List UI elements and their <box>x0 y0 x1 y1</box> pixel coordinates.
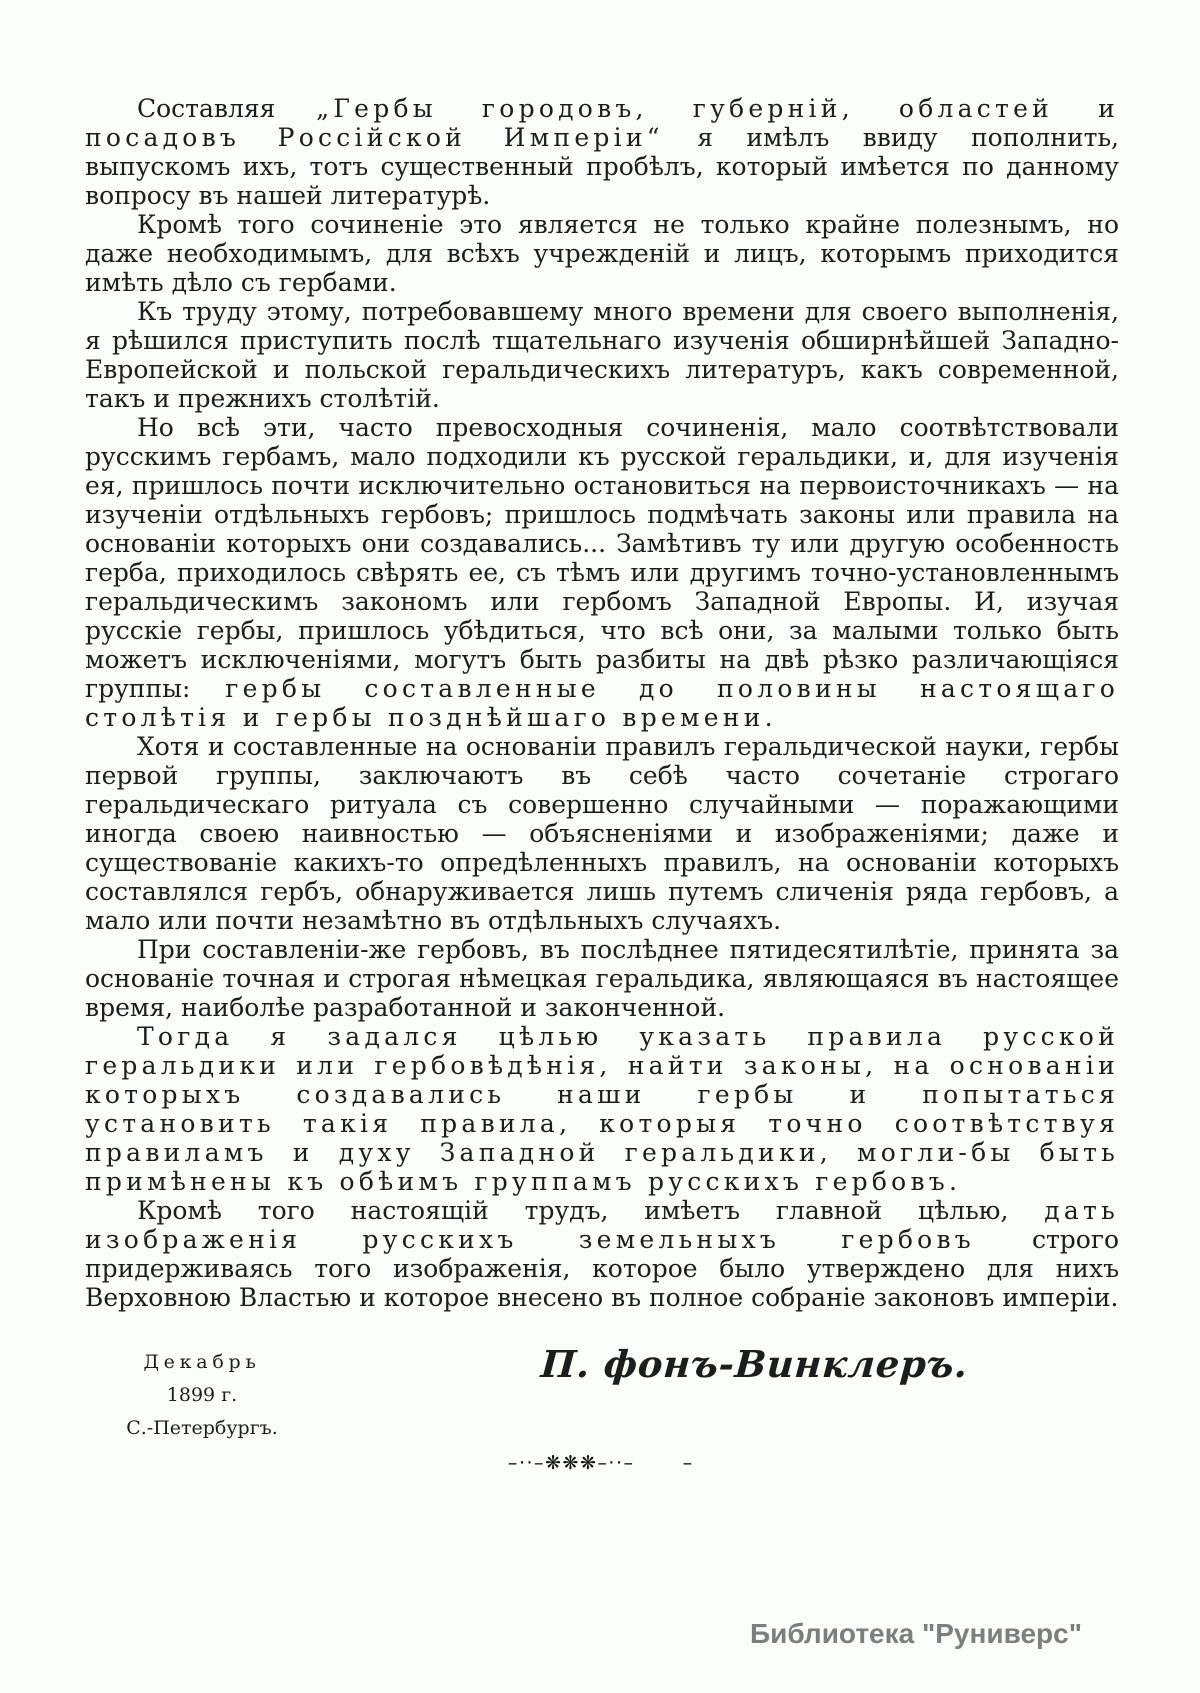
emphasized-run: гербы составленные до половины настоящаго столѣтія и гербы позднѣйшаго времени. <box>85 674 1120 732</box>
ornament-stars-icon: –··–❋❋❋–··– <box>507 1452 635 1474</box>
book-title-run: „Гербы городовъ, губерній, областей и посадовъ Россійской Имперіи“ <box>85 94 1119 152</box>
text-run: Къ труду этому, потребовавшему много времени для своего выполненія, я рѣшился приступить послѣ тщательнаго изученія обширнѣйшей Западно-Европейской и польской геральдическихъ литературъ, какъ современной, такъ и прежнихъ столѣтій. <box>85 297 1119 413</box>
paragraph-3 <box>85 297 1119 413</box>
paragraph-4 <box>85 413 1119 732</box>
colophon <box>0 1342 1200 1462</box>
library-watermark: Библиотека "Руниверс" <box>749 1618 1082 1649</box>
author-signature: П. фонъ-Винклеръ. <box>539 1342 970 1386</box>
text-run: Составляя <box>137 94 317 123</box>
date-place-block <box>112 1346 292 1445</box>
paragraph-1 <box>85 94 1119 210</box>
text-run: Кромѣ того сочиненіе это является не только крайне полезнымъ, но даже необходимымъ, для всѣхъ учрежденій и лицъ, которымъ приходится имѣть дѣло съ гербами. <box>85 210 1119 297</box>
ornament-dash-icon: – <box>682 1452 693 1474</box>
date-year: 1899 г. <box>166 1384 238 1406</box>
preface-text <box>85 94 1119 1312</box>
text-run: При составленіи-же гербовъ, въ послѣднее пятидесятилѣтіе, принята за основаніе точная и строгая нѣмецкая геральдика, являющаяся въ настоящее время, наиболѣе разработанной и законченной. <box>85 935 1119 1022</box>
paragraph-7 <box>85 1022 1119 1196</box>
emphasized-run: дать изображенія русскихъ земельныхъ гербовъ <box>85 1196 1119 1254</box>
paragraph-5 <box>85 732 1119 935</box>
paragraph-6 <box>85 935 1119 1022</box>
date-month: Декабрь <box>143 1351 261 1373</box>
text-run: Хотя и составленные на основаніи правилъ геральдической науки, гербы первой группы, заключаютъ въ себѣ часто сочетаніе строгаго геральдическаго ритуала съ совершенно случайными — поражающими иногда своею наивностью — объясненіями и изображеніями; даже и существованіе какихъ-то опредѣленныхъ правилъ, на основаніи которыхъ составлялся гербъ, обнаруживается лишь путемъ сличенія ряда гербовъ, а мало или почти незамѣтно въ отдѣльныхъ случаяхъ. <box>85 732 1119 935</box>
text-run: строго придерживаясь того изображенія, которое было утверждено для нихъ Верховною Властью и которое внесено въ полное собраніе законовъ имперіи. <box>85 1225 1119 1312</box>
paragraph-2 <box>85 210 1119 297</box>
paragraph-8 <box>85 1196 1119 1312</box>
text-run: я имѣлъ ввиду пополнить, выпускомъ ихъ, тотъ существенный пробѣлъ, который имѣется по данному вопросу въ нашей литературѣ. <box>85 123 1120 210</box>
emphasized-run: Тогда я задался цѣлью указать правила русской геральдики или гербовѣдѣнія, найти законы, на основаніи которыхъ создавались наши гербы и попытаться установить такія правила, которыя точно соотвѣтствуя правиламъ и духу Западной геральдики, могли-бы быть примѣнены къ обѣимъ группамъ русскихъ гербовъ. <box>85 1022 1119 1196</box>
date-city: С.-Петербургъ. <box>126 1417 278 1439</box>
text-run: Кромѣ того настоящій трудъ, имѣетъ главной цѣлью, <box>137 1196 1045 1225</box>
text-run: Но всѣ эти, часто превосходныя сочиненія, мало соотвѣтствовали русскимъ гербамъ, мало подходили къ русской геральдики, и, для изученія ея, пришлось почти исключительно остановиться на первоисточникахъ — на изученіи отдѣльныхъ гербовъ; пришлось подмѣчать законы или правила на основаніи которыхъ они создавались... Замѣтивъ ту или другую особенность герба, приходилось свѣрять ее, съ тѣмъ или другимъ точно-установленнымъ геральдическимъ закономъ или гербомъ Западной Европы. И, изучая русскіе гербы, пришлось убѣдиться, что всѣ они, за малыми только быть можетъ исключеніями, могутъ быть разбиты на двѣ рѣзко различающіяся группы: <box>85 413 1119 703</box>
divider-ornament <box>0 1452 1200 1474</box>
